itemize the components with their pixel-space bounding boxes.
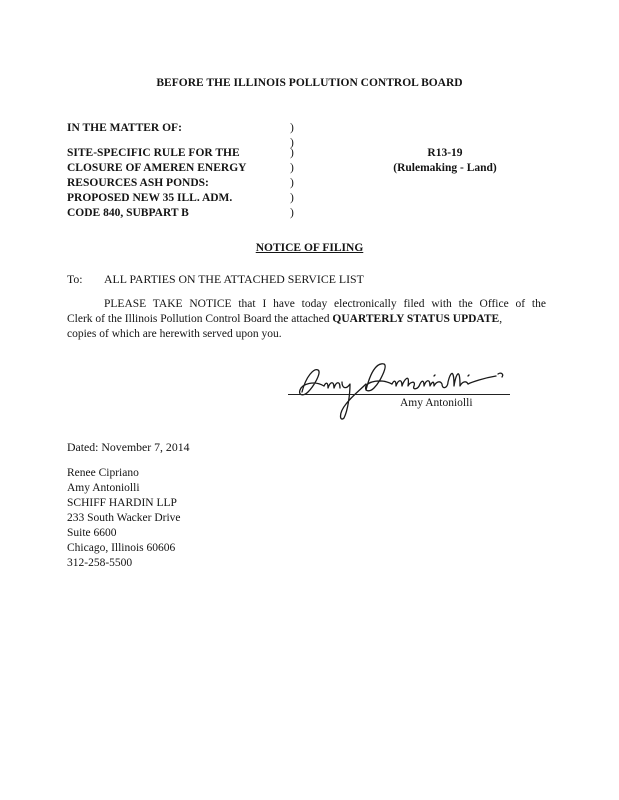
board-heading: BEFORE THE ILLINOIS POLLUTION CONTROL BOARD bbox=[156, 77, 463, 89]
notice-body-line-2 bbox=[67, 312, 502, 328]
address-suite: Suite 6600 bbox=[67, 527, 117, 539]
caption-line-6: PROPOSED NEW 35 ILL. ADM. bbox=[67, 192, 233, 204]
caption-paren: ) bbox=[290, 137, 294, 149]
dated-line: Dated: November 7, 2014 bbox=[67, 440, 190, 454]
notice-body-punct: , bbox=[499, 313, 503, 325]
caption-paren: ) bbox=[290, 177, 294, 189]
phone-number: 312-258-5500 bbox=[67, 557, 133, 569]
signer-name: Amy Antoniolli bbox=[400, 397, 473, 409]
caption-paren: ) bbox=[290, 192, 294, 204]
handwritten-signature bbox=[284, 356, 520, 424]
notice-body-line-3: copies of which are herewith served upon you. bbox=[67, 328, 282, 340]
notice-body-line-1: PLEASE TAKE NOTICE that I have today electronically filed with the Office of the bbox=[104, 298, 546, 310]
docket-type: (Rulemaking - Land) bbox=[393, 162, 497, 174]
counsel-line-2: Amy Antoniolli bbox=[67, 482, 140, 494]
caption-line-1: IN THE MATTER OF: bbox=[67, 122, 182, 134]
address-city: Chicago, Illinois 60606 bbox=[67, 542, 176, 554]
to-label: To: bbox=[67, 272, 83, 286]
caption-paren: ) bbox=[290, 162, 294, 174]
caption-paren: ) bbox=[290, 147, 294, 159]
to-value: ALL PARTIES ON THE ATTACHED SERVICE LIST bbox=[104, 272, 364, 286]
signature-line bbox=[288, 394, 510, 395]
caption-paren: ) bbox=[290, 122, 294, 134]
caption-line-4: CLOSURE OF AMEREN ENERGY bbox=[67, 162, 247, 174]
address-street: 233 South Wacker Drive bbox=[67, 512, 181, 524]
caption-line-5: RESOURCES ASH PONDS: bbox=[67, 177, 209, 189]
document-title: QUARTERLY STATUS UPDATE bbox=[332, 313, 500, 325]
notice-body-text: Clerk of the Illinois Pollution Control Board the attached bbox=[67, 313, 333, 325]
counsel-line-1: Renee Cipriano bbox=[67, 467, 139, 479]
caption-line-7: CODE 840, SUBPART B bbox=[67, 207, 189, 219]
firm-name: SCHIFF HARDIN LLP bbox=[67, 497, 177, 509]
notice-title: NOTICE OF FILING bbox=[255, 242, 364, 254]
caption-paren: ) bbox=[290, 207, 294, 219]
docket-number: R13-19 bbox=[427, 147, 463, 159]
caption-line-3: SITE-SPECIFIC RULE FOR THE bbox=[67, 147, 240, 159]
